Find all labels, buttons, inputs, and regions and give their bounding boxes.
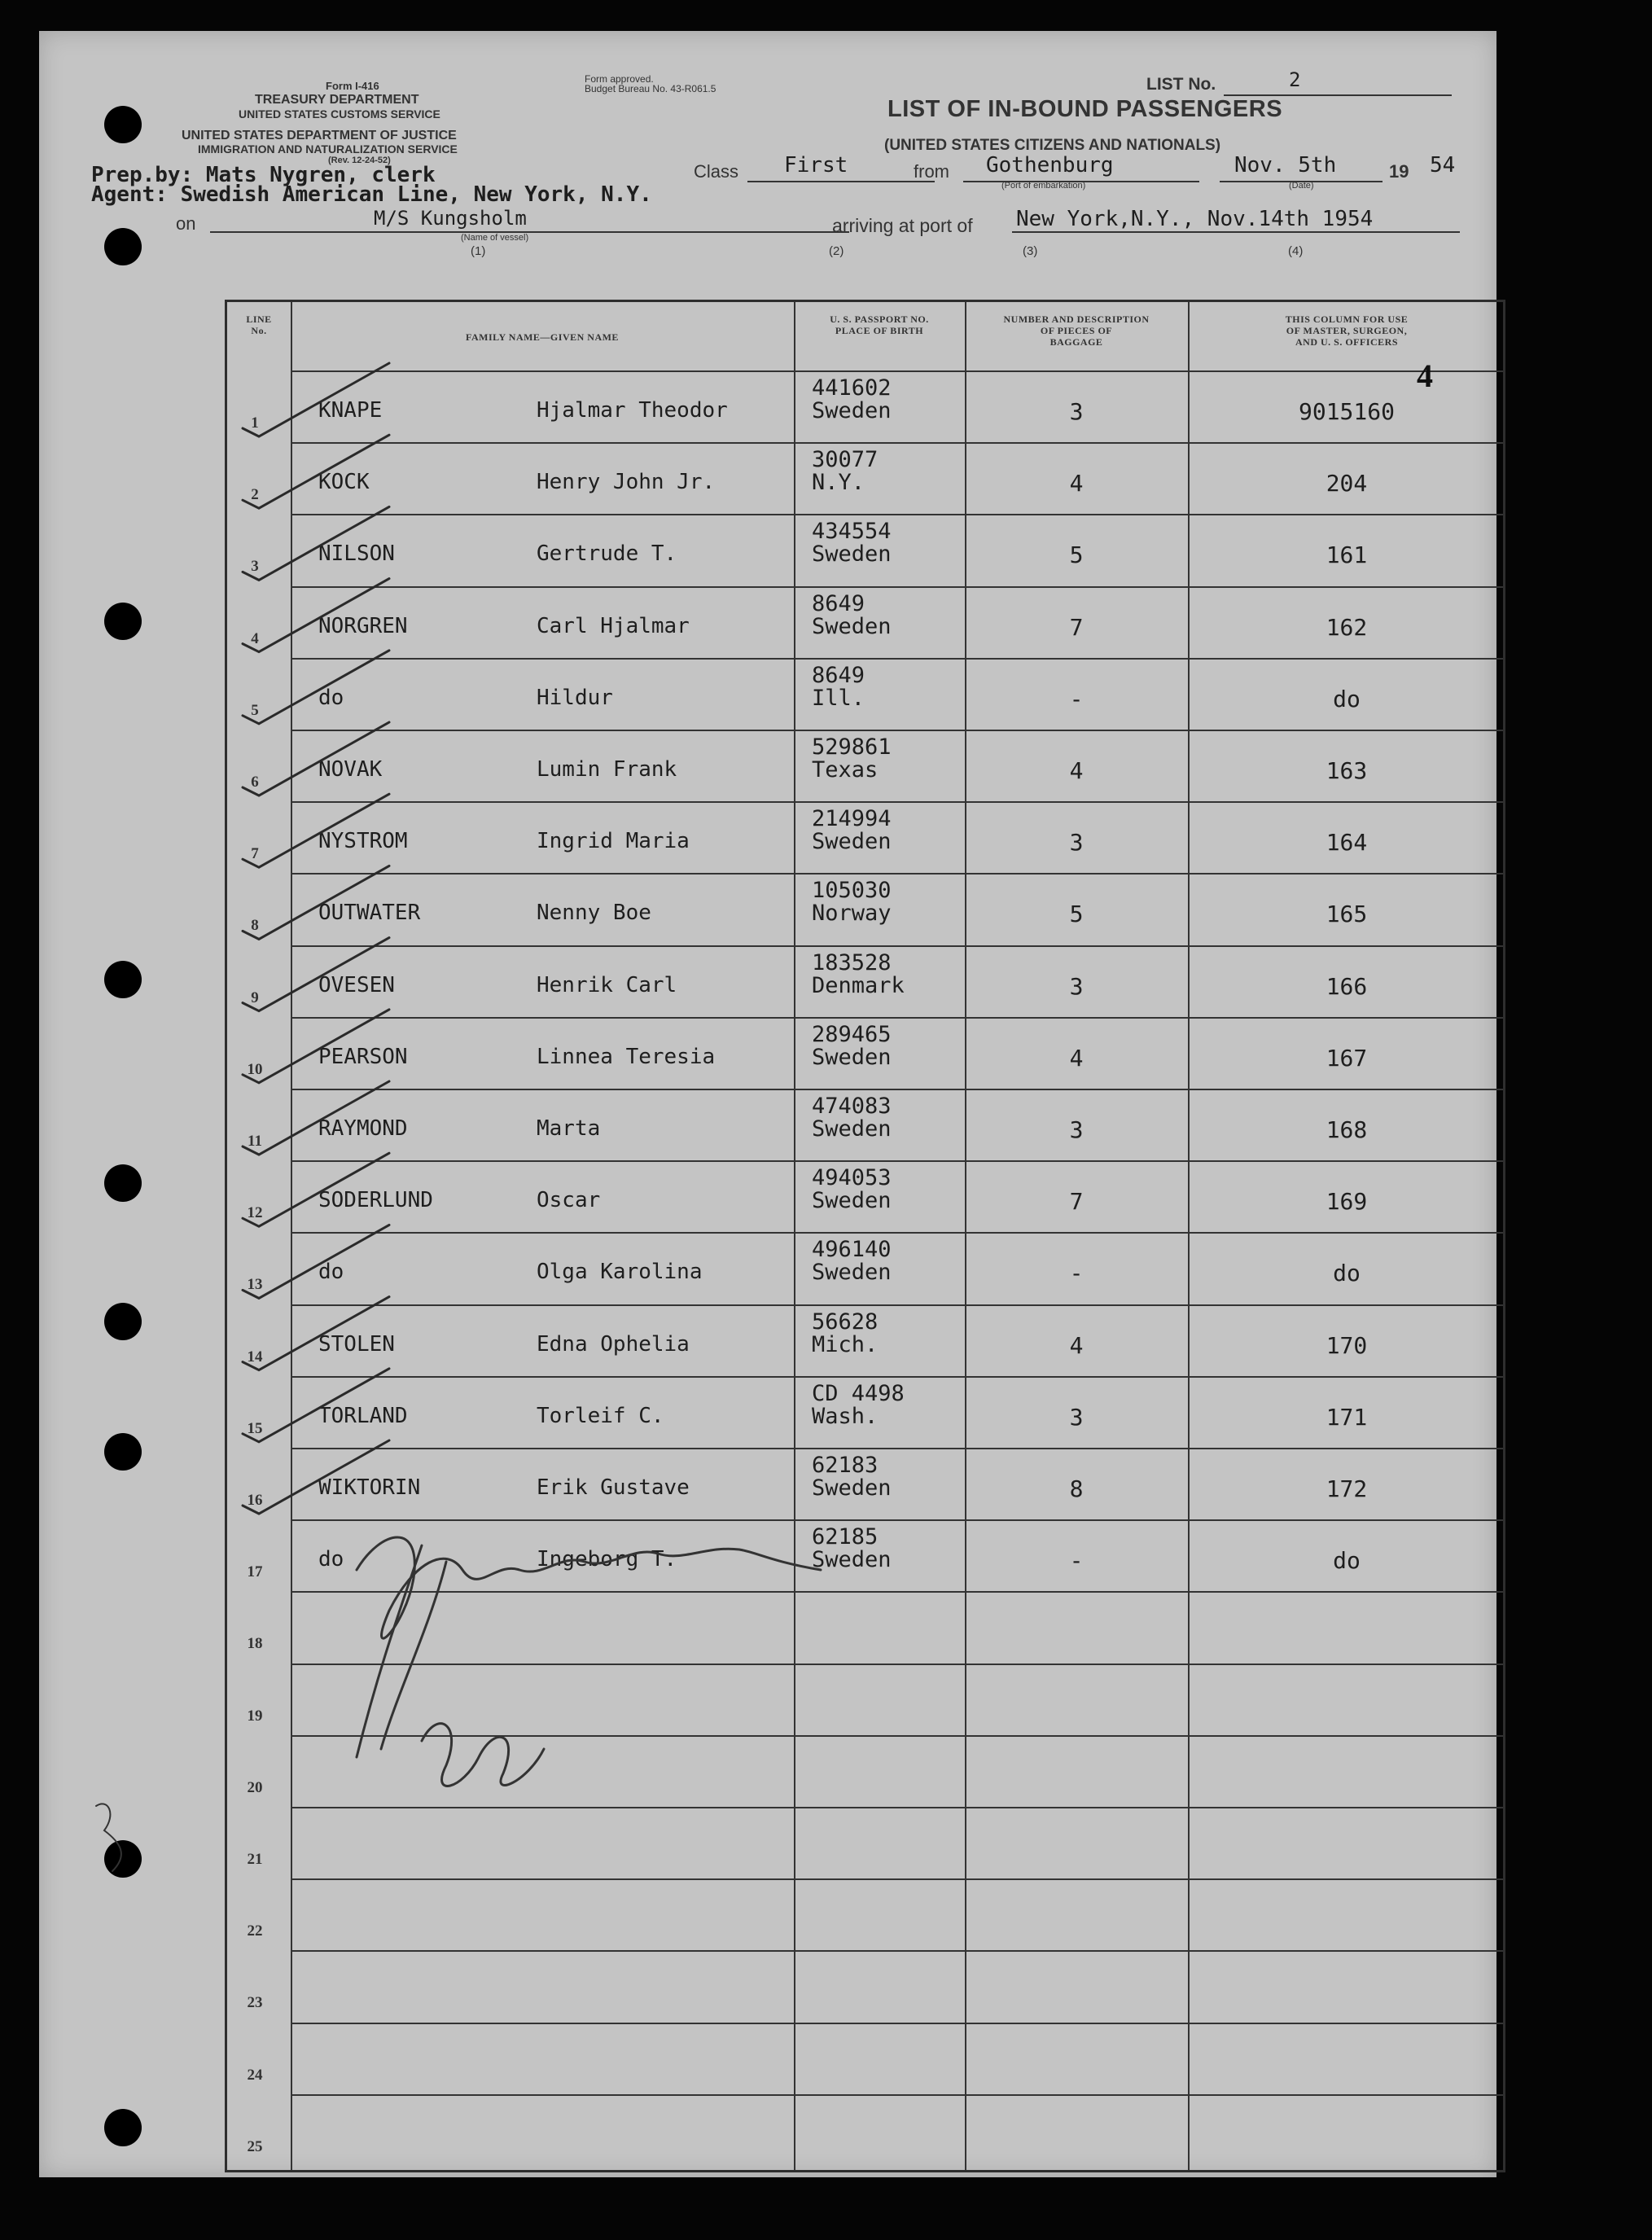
baggage-count: 4 (1069, 1331, 1084, 1359)
check-mark (243, 1081, 389, 1155)
passport-number: 183528 (812, 949, 892, 975)
given-name: Erik Gustave (537, 1475, 690, 1500)
given-name: Olga Karolina (537, 1260, 703, 1285)
handwritten-check-marks (39, 31, 1496, 2177)
line-number: 3 (251, 558, 259, 576)
officer-number: do (1333, 1260, 1361, 1287)
place-of-birth: Ill. (812, 685, 865, 711)
line-number: 17 (247, 1563, 263, 1581)
given-name: Lumin Frank (537, 757, 677, 782)
place-of-birth: Wash. (812, 1403, 879, 1429)
baggage-count: 4 (1069, 470, 1084, 498)
check-mark (243, 1297, 389, 1370)
place-of-birth: Denmark (812, 972, 905, 998)
officer-number: 169 (1326, 1188, 1368, 1216)
total-mark: 4 (1417, 357, 1433, 394)
check-mark (243, 938, 389, 1011)
baggage-count: - (1069, 685, 1084, 712)
given-name: Linnea Teresia (537, 1044, 716, 1069)
class-label: Class (694, 161, 739, 182)
baggage-count: - (1069, 1260, 1084, 1287)
list-number-label: LIST No. (1146, 75, 1216, 94)
given-name: Ingeborg T. (537, 1547, 677, 1572)
check-mark (243, 506, 389, 580)
signature-scribble (96, 1537, 821, 1871)
vessel-name: M/S Kungsholm (374, 207, 527, 230)
col-3-label: (3) (1023, 244, 1038, 258)
given-name: Henry John Jr. (537, 470, 716, 495)
passport-number: CD 4498 (812, 1380, 905, 1406)
line-number: 4 (251, 629, 259, 647)
given-name: Edna Ophelia (537, 1331, 690, 1357)
line-number: 8 (251, 917, 259, 935)
place-of-birth: Norway (812, 901, 892, 927)
baggage-count: 8 (1069, 1475, 1084, 1502)
place-of-birth: Sweden (812, 541, 892, 568)
line-number: 9 (251, 988, 259, 1006)
baggage-count: 5 (1069, 541, 1084, 569)
check-mark (243, 363, 389, 436)
line-number: 23 (247, 1994, 263, 2012)
baggage-count: 4 (1069, 1044, 1084, 1072)
list-number: 2 (1289, 68, 1301, 91)
given-name: Oscar (537, 1188, 601, 1213)
line-number: 6 (251, 774, 259, 791)
family-name: PEARSON (318, 1044, 408, 1069)
immigration-service: IMMIGRATION AND NATURALIZATION SERVICE (198, 142, 458, 156)
from-label: from (914, 161, 949, 182)
check-mark (243, 579, 389, 652)
header-baggage: NUMBER AND DESCRIPTION OF PIECES OF BAGGAGE (1003, 313, 1150, 348)
officer-number: 164 (1326, 829, 1368, 857)
family-name: do (318, 1260, 344, 1285)
header-officers: THIS COLUMN FOR USE OF MASTER, SURGEON, AND U. S. OFFICERS (1285, 313, 1409, 348)
baggage-count: 3 (1069, 1116, 1084, 1143)
given-name: Ingrid Maria (537, 829, 690, 854)
port-caption: (Port of embarkation) (1001, 181, 1086, 191)
line-number: 5 (251, 701, 259, 719)
family-name: KNAPE (318, 398, 383, 423)
place-of-birth: Sweden (812, 1116, 892, 1142)
line-number: 12 (247, 1204, 263, 1222)
treasury-dept: TREASURY DEPARTMENT (255, 93, 419, 107)
officer-number: 163 (1326, 757, 1368, 784)
place-of-birth: Sweden (812, 829, 892, 855)
line-number: 20 (247, 1778, 263, 1796)
place-of-birth: Sweden (812, 1260, 892, 1286)
passport-number: 30077 (812, 447, 879, 473)
officer-number: 168 (1326, 1116, 1368, 1143)
col-4-label: (4) (1288, 244, 1304, 258)
place-of-birth: N.Y. (812, 470, 865, 496)
baggage-count: 3 (1069, 398, 1084, 425)
line-number: 16 (247, 1492, 263, 1509)
baggage-count: 5 (1069, 901, 1084, 928)
place-of-birth: Sweden (812, 398, 892, 423)
place-of-birth: Sweden (812, 1475, 892, 1501)
family-name: STOLEN (318, 1331, 395, 1357)
officer-number: 167 (1326, 1044, 1368, 1072)
line-number: 24 (247, 2066, 263, 2084)
given-name: Nenny Boe (537, 901, 651, 926)
baggage-count: 3 (1069, 972, 1084, 1000)
passport-number: 496140 (812, 1237, 892, 1263)
on-label: on (176, 213, 196, 234)
line-number: 13 (247, 1276, 263, 1294)
passenger-manifest-page (39, 31, 1496, 2177)
year-prefix: 19 (1389, 161, 1409, 182)
family-name: RAYMOND (318, 1116, 408, 1141)
check-mark (243, 1225, 389, 1298)
family-name: do (318, 1547, 344, 1572)
form-number: Form I-416 (326, 80, 379, 92)
given-name: Hjalmar Theodor (537, 398, 728, 423)
officer-number: 171 (1326, 1403, 1368, 1431)
check-mark (243, 1010, 389, 1083)
line-number: 19 (247, 1707, 263, 1725)
family-name: TORLAND (318, 1403, 408, 1428)
place-of-birth: Mich. (812, 1331, 879, 1357)
passport-number: 474083 (812, 1094, 892, 1119)
officer-number: 170 (1326, 1331, 1368, 1359)
justice-dept: UNITED STATES DEPARTMENT OF JUSTICE (182, 129, 457, 142)
passport-number: 105030 (812, 878, 892, 904)
given-name: Gertrude T. (537, 541, 677, 567)
agent-line: Agent: Swedish American Line, New York, N.Y. (91, 182, 652, 207)
given-name: Marta (537, 1116, 601, 1141)
passport-number: 289465 (812, 1021, 892, 1047)
budget-bureau: Budget Bureau No. 43-R061.5 (585, 83, 716, 94)
given-name: Henrik Carl (537, 972, 677, 997)
header-line-no: LINE No. (246, 313, 272, 336)
col-2-label: (2) (829, 244, 844, 258)
family-name: SODERLUND (318, 1188, 433, 1213)
officer-number: 166 (1326, 972, 1368, 1000)
check-mark (243, 435, 389, 508)
line-number: 1 (251, 414, 259, 432)
line-number: 25 (247, 2137, 263, 2155)
officer-number: 172 (1326, 1475, 1368, 1502)
given-name: Carl Hjalmar (537, 613, 690, 638)
col-1-label: (1) (471, 244, 486, 258)
passport-number: 434554 (812, 519, 892, 545)
passport-number: 56628 (812, 1308, 879, 1335)
family-name: do (318, 685, 344, 710)
embarkation-date: Nov. 5th (1234, 153, 1337, 178)
arrival-port-date: New York,N.Y., Nov.14th 1954 (1016, 207, 1374, 231)
officer-number: do (1333, 685, 1361, 712)
baggage-count: - (1069, 1547, 1084, 1575)
document-title: LIST OF IN-BOUND PASSENGERS (887, 96, 1283, 122)
line-number: 15 (247, 1419, 263, 1437)
family-name: NORGREN (318, 613, 408, 638)
document-subtitle: (UNITED STATES CITIZENS AND NATIONALS) (884, 137, 1221, 154)
line-number: 14 (247, 1348, 263, 1365)
line-number: 7 (251, 845, 259, 863)
passport-number: 214994 (812, 806, 892, 832)
officer-number: 9015160 (1298, 398, 1395, 425)
date-caption: (Date) (1289, 181, 1314, 191)
baggage-count: 7 (1069, 1188, 1084, 1216)
passport-number: 62185 (812, 1524, 879, 1550)
family-name: NYSTROM (318, 829, 408, 854)
place-of-birth: Sweden (812, 1188, 892, 1214)
place-of-birth: Sweden (812, 1547, 892, 1573)
baggage-count: 7 (1069, 613, 1084, 641)
arriving-label: arriving at port of (832, 215, 973, 236)
check-mark (243, 1369, 389, 1442)
family-name: OVESEN (318, 972, 395, 997)
line-number: 21 (247, 1851, 263, 1868)
given-name: Torleif C. (537, 1403, 664, 1428)
line-number: 11 (248, 1133, 262, 1150)
passport-number: 441602 (812, 375, 892, 401)
check-mark (243, 722, 389, 796)
officer-number: 165 (1326, 901, 1368, 928)
header-passport: U. S. PASSPORT NO. PLACE OF BIRTH (830, 313, 929, 336)
place-of-birth: Texas (812, 757, 879, 782)
check-mark (243, 866, 389, 939)
place-of-birth: Sweden (812, 613, 892, 639)
passport-number: 8649 (812, 662, 865, 688)
line-number: 18 (247, 1635, 263, 1653)
form-approved: Form approved. (585, 73, 654, 85)
baggage-count: 3 (1069, 829, 1084, 857)
family-name: NILSON (318, 541, 395, 567)
revision-date: (Rev. 12-24-52) (328, 156, 391, 165)
baggage-count: 4 (1069, 757, 1084, 784)
passport-number: 8649 (812, 590, 865, 616)
given-name: Hildur (537, 685, 613, 710)
check-mark (243, 1153, 389, 1226)
passport-number: 529861 (812, 734, 892, 760)
check-mark (243, 651, 389, 724)
line-number: 22 (247, 1922, 263, 1940)
year-suffix: 54 (1430, 153, 1456, 178)
officer-number: do (1333, 1547, 1361, 1575)
family-name: WIKTORIN (318, 1475, 421, 1500)
passport-number: 494053 (812, 1165, 892, 1191)
officer-number: 162 (1326, 613, 1368, 641)
passport-number: 62183 (812, 1453, 879, 1478)
family-name: KOCK (318, 470, 370, 495)
family-name: OUTWATER (318, 901, 421, 926)
place-of-birth: Sweden (812, 1044, 892, 1070)
family-name: NOVAK (318, 757, 383, 782)
baggage-count: 3 (1069, 1403, 1084, 1431)
check-mark (243, 1440, 389, 1514)
line-number: 2 (251, 486, 259, 504)
officer-number: 161 (1326, 541, 1368, 569)
customs-service: UNITED STATES CUSTOMS SERVICE (239, 107, 440, 121)
header-name: FAMILY NAME—GIVEN NAME (466, 331, 619, 343)
check-mark (243, 794, 389, 867)
line-number: 10 (247, 1060, 263, 1078)
vessel-caption: (Name of vessel) (461, 233, 529, 243)
prepared-by: Prep.by: Mats Nygren, clerk (91, 163, 436, 187)
officer-number: 204 (1326, 470, 1368, 498)
class-value: First (784, 153, 848, 178)
port-of-embarkation: Gothenburg (986, 153, 1114, 178)
